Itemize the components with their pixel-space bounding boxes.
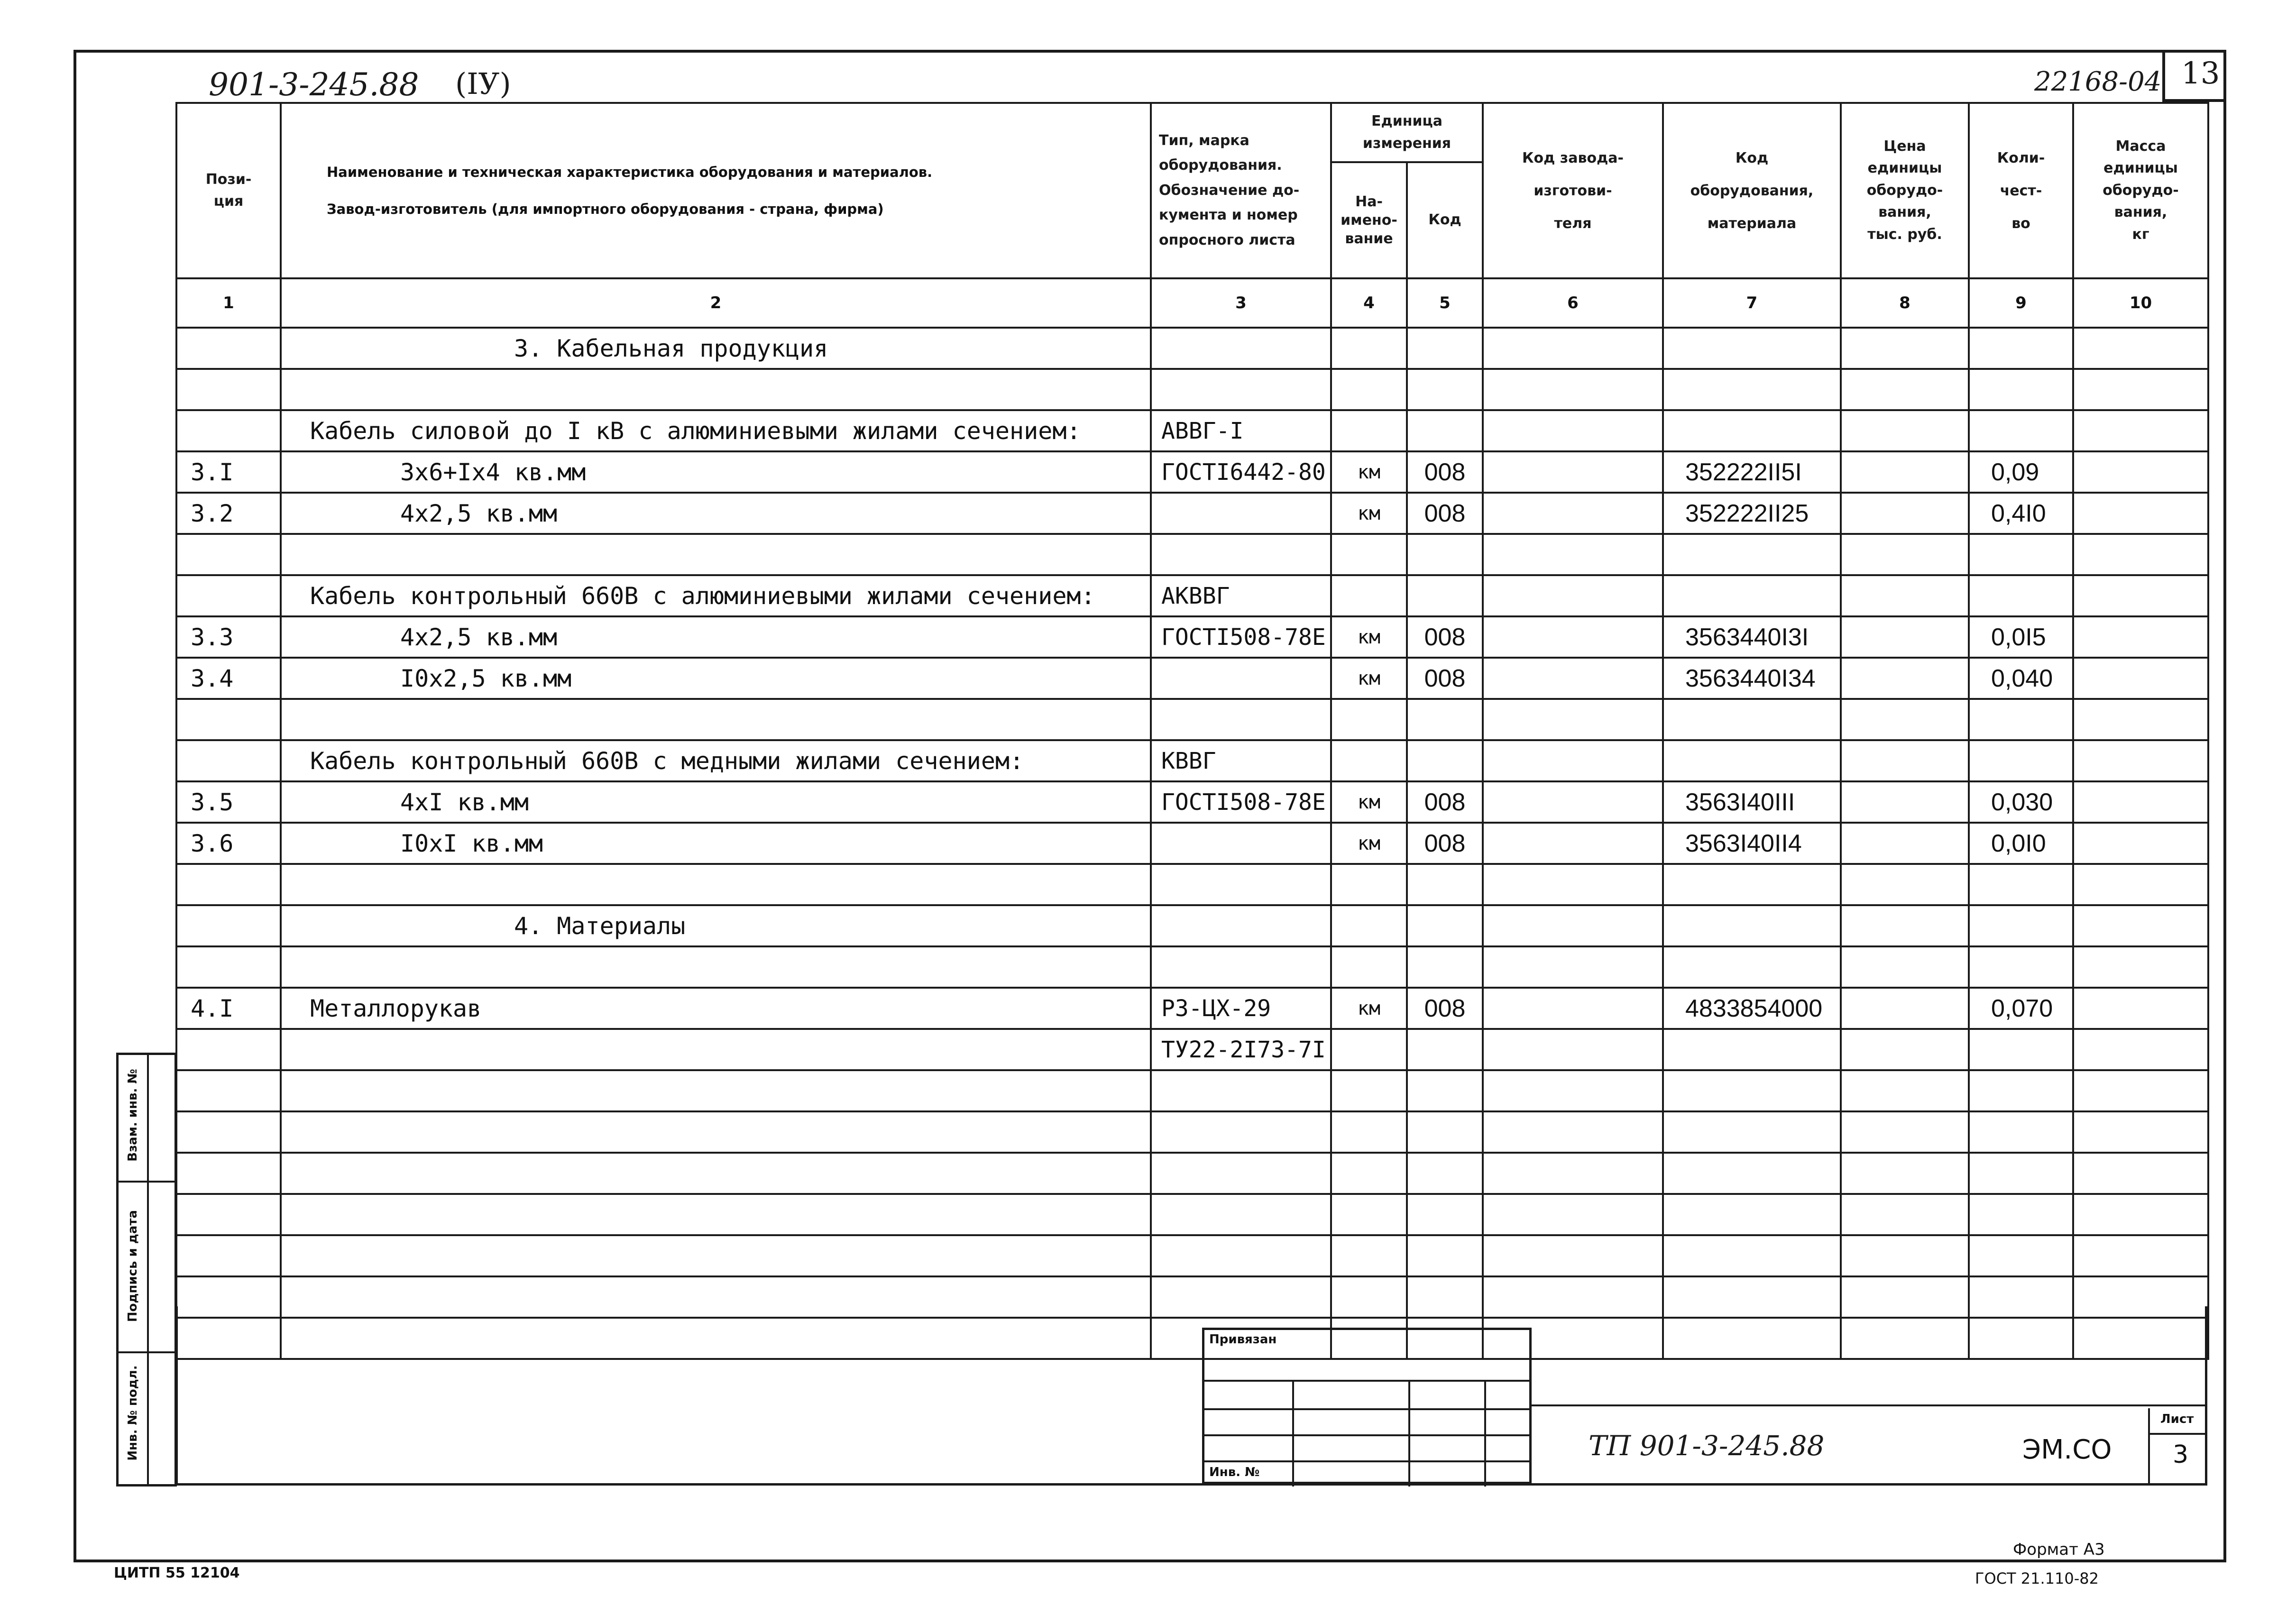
side-inventory-label: Инв. № подл. <box>126 1365 140 1461</box>
sheet-label: Лист <box>2160 1412 2194 1426</box>
price-cell <box>1841 988 1969 1029</box>
quantity-cell: 0,030 <box>1969 781 2073 823</box>
type-cell <box>1151 1194 1331 1235</box>
price-cell <box>1841 1194 1969 1235</box>
factory-code-cell <box>1483 1070 1663 1111</box>
price-cell <box>1841 1070 1969 1111</box>
factory-code-cell <box>1483 1153 1663 1194</box>
name-cell: 4хI кв.мм <box>281 781 1151 823</box>
factory-code-cell <box>1483 369 1663 410</box>
table-row <box>176 905 2208 946</box>
name-cell: I0х2,5 кв.мм <box>281 658 1151 699</box>
table-row <box>176 410 2208 451</box>
mass-cell <box>2073 740 2208 781</box>
mass-cell <box>2073 823 2208 864</box>
table-row <box>176 328 2208 369</box>
type-cell <box>1151 1070 1331 1111</box>
type-cell <box>1151 1235 1331 1276</box>
type-cell <box>1151 658 1331 699</box>
type-cell: ТУ22-2I73-7I <box>1151 1029 1331 1070</box>
unit-name-cell: км <box>1331 988 1407 1029</box>
mass-cell <box>2073 988 2208 1029</box>
name-cell: 3. Кабельная продукция <box>281 328 1151 369</box>
name-cell <box>281 1194 1151 1235</box>
factory-code-cell <box>1483 988 1663 1029</box>
name-cell: 4х2,5 кв.мм <box>281 616 1151 658</box>
unit-code-cell: 008 <box>1407 781 1483 823</box>
unit-code-cell <box>1407 699 1483 740</box>
mass-cell <box>2073 781 2208 823</box>
name-cell <box>281 1153 1151 1194</box>
mass-cell <box>2073 699 2208 740</box>
position-cell <box>176 740 281 781</box>
header-factory-code: Код завода- изготови- теля <box>1483 103 1663 278</box>
factory-code-cell <box>1483 823 1663 864</box>
unit-code-cell <box>1407 534 1483 575</box>
factory-code-cell <box>1483 451 1663 493</box>
quantity-cell: 0,040 <box>1969 658 2073 699</box>
position-cell <box>176 905 281 946</box>
price-cell <box>1841 823 1969 864</box>
position-cell <box>176 1029 281 1070</box>
table-row <box>176 699 2208 740</box>
unit-name-cell <box>1331 410 1407 451</box>
mass-cell <box>2073 575 2208 616</box>
type-cell: АКВВГ <box>1151 575 1331 616</box>
position-cell <box>176 1235 281 1276</box>
header-unit: Единица измерения <box>1331 103 1483 162</box>
document-number: 901-3-245.88 <box>209 66 419 103</box>
price-cell <box>1841 740 1969 781</box>
header-price: Цена единицы оборудо- вания, тыс. руб. <box>1841 103 1969 278</box>
factory-code-cell <box>1483 493 1663 534</box>
factory-code-cell <box>1483 864 1663 905</box>
header-name: Наименование и техническая характеристика оборудования и материалов. Завод-изготовитель (для импортного оборудования - страна, фирма) <box>281 103 1151 278</box>
unit-code-cell <box>1407 1235 1483 1276</box>
volume-label: (IУ) <box>455 66 511 101</box>
unit-code-cell: 008 <box>1407 493 1483 534</box>
price-cell <box>1841 410 1969 451</box>
unit-code-cell <box>1407 1070 1483 1111</box>
quantity-cell: 0,0I0 <box>1969 823 2073 864</box>
unit-code-cell <box>1407 369 1483 410</box>
price-cell <box>1841 1153 1969 1194</box>
unit-name-cell: км <box>1331 493 1407 534</box>
name-cell: 4х2,5 кв.мм <box>281 493 1151 534</box>
factory-code-cell <box>1483 946 1663 988</box>
table-row <box>176 575 2208 616</box>
position-cell: 3.4 <box>176 658 281 699</box>
quantity-cell <box>1969 1070 2073 1111</box>
name-cell: 4. Материалы <box>281 905 1151 946</box>
unit-code-cell <box>1407 1153 1483 1194</box>
table-row <box>176 369 2208 410</box>
mass-cell <box>2073 658 2208 699</box>
position-cell: 3.I <box>176 451 281 493</box>
equipment-code-cell <box>1663 946 1841 988</box>
table-body <box>176 328 2208 1359</box>
table-row <box>176 823 2208 864</box>
header-unit-code: Код <box>1407 162 1483 278</box>
price-cell <box>1841 451 1969 493</box>
factory-code-cell <box>1483 658 1663 699</box>
price-cell <box>1841 369 1969 410</box>
mass-cell <box>2073 946 2208 988</box>
price-cell <box>1841 658 1969 699</box>
position-cell: 3.2 <box>176 493 281 534</box>
column-number: 9 <box>1969 278 2073 328</box>
unit-name-cell <box>1331 946 1407 988</box>
table-row <box>176 781 2208 823</box>
quantity-cell: 0,4I0 <box>1969 493 2073 534</box>
binding-label: Привязан <box>1209 1332 1277 1347</box>
name-cell <box>281 534 1151 575</box>
name-cell: Металлорукав <box>281 988 1151 1029</box>
unit-name-cell <box>1331 905 1407 946</box>
factory-code-cell <box>1483 534 1663 575</box>
factory-code-cell <box>1483 699 1663 740</box>
quantity-cell <box>1969 699 2073 740</box>
table-row <box>176 1029 2208 1070</box>
archive-number: 22168-04 <box>2034 66 2162 97</box>
header-quantity: Коли- чест- во <box>1969 103 2073 278</box>
position-cell <box>176 575 281 616</box>
type-cell <box>1151 369 1331 410</box>
factory-code-cell <box>1483 740 1663 781</box>
unit-name-cell <box>1331 1111 1407 1153</box>
binding-stamp <box>1202 1328 1532 1484</box>
title-mark: ЭМ.СО <box>2022 1434 2112 1465</box>
name-cell: Кабель контрольный 660В с алюминиевыми жилами сечением: <box>281 575 1151 616</box>
unit-name-cell <box>1331 1235 1407 1276</box>
name-cell: 3х6+Iх4 кв.мм <box>281 451 1151 493</box>
table-row <box>176 864 2208 905</box>
column-number: 6 <box>1483 278 1663 328</box>
type-cell: ГОСТI508-78Е <box>1151 616 1331 658</box>
quantity-cell: 0,09 <box>1969 451 2073 493</box>
unit-code-cell: 008 <box>1407 658 1483 699</box>
type-cell: ГОСТI508-78Е <box>1151 781 1331 823</box>
quantity-cell <box>1969 740 2073 781</box>
table-row <box>176 1070 2208 1111</box>
equipment-code-cell: 3563440I3I <box>1663 616 1841 658</box>
quantity-cell <box>1969 575 2073 616</box>
equipment-code-cell <box>1663 1070 1841 1111</box>
page-number: 13 <box>2181 56 2220 91</box>
quantity-cell <box>1969 864 2073 905</box>
unit-code-cell <box>1407 1029 1483 1070</box>
price-cell <box>1841 699 1969 740</box>
column-number: 8 <box>1841 278 1969 328</box>
position-cell <box>176 328 281 369</box>
unit-code-cell <box>1407 946 1483 988</box>
equipment-code-cell <box>1663 1029 1841 1070</box>
type-cell: РЗ-ЦХ-29 <box>1151 988 1331 1029</box>
position-cell <box>176 946 281 988</box>
type-cell <box>1151 699 1331 740</box>
column-number: 3 <box>1151 278 1331 328</box>
price-cell <box>1841 905 1969 946</box>
equipment-code-cell <box>1663 575 1841 616</box>
type-cell: ГОСТI6442-80 <box>1151 451 1331 493</box>
position-cell <box>176 534 281 575</box>
footer-left: ЦИТП 55 12104 <box>114 1565 240 1581</box>
price-cell <box>1841 1111 1969 1153</box>
unit-code-cell <box>1407 740 1483 781</box>
unit-name-cell <box>1331 575 1407 616</box>
name-cell <box>281 864 1151 905</box>
mass-cell <box>2073 1070 2208 1111</box>
unit-code-cell <box>1407 864 1483 905</box>
quantity-cell <box>1969 328 2073 369</box>
quantity-cell <box>1969 369 2073 410</box>
footer-gost: ГОСТ 21.110-82 <box>1975 1569 2099 1587</box>
mass-cell <box>2073 905 2208 946</box>
equipment-code-cell <box>1663 410 1841 451</box>
equipment-code-cell <box>1663 328 1841 369</box>
title-block <box>175 1306 2207 1486</box>
price-cell <box>1841 781 1969 823</box>
quantity-cell <box>1969 1153 2073 1194</box>
position-cell <box>176 699 281 740</box>
unit-code-cell <box>1407 1194 1483 1235</box>
equipment-code-cell: 3563440I34 <box>1663 658 1841 699</box>
header-type: Тип, марка оборудования. Обозначение до- кумента и номер опросного листа <box>1151 103 1331 278</box>
quantity-cell <box>1969 410 2073 451</box>
factory-code-cell <box>1483 1194 1663 1235</box>
factory-code-cell <box>1483 905 1663 946</box>
header-position: Пози- ция <box>176 103 281 278</box>
name-cell <box>281 1029 1151 1070</box>
table-row <box>176 493 2208 534</box>
equipment-code-cell <box>1663 864 1841 905</box>
type-cell <box>1151 1111 1331 1153</box>
position-cell <box>176 410 281 451</box>
position-cell: 3.6 <box>176 823 281 864</box>
equipment-code-cell <box>1663 905 1841 946</box>
quantity-cell <box>1969 1194 2073 1235</box>
unit-name-cell <box>1331 1153 1407 1194</box>
factory-code-cell <box>1483 781 1663 823</box>
sheet-box <box>2148 1408 2207 1486</box>
name-cell <box>281 699 1151 740</box>
equipment-code-cell: 352222II5I <box>1663 451 1841 493</box>
unit-name-cell <box>1331 534 1407 575</box>
type-cell <box>1151 328 1331 369</box>
table-row <box>176 946 2208 988</box>
column-numbers-row <box>176 278 2208 328</box>
footer-format: Формат А3 <box>2013 1540 2105 1559</box>
price-cell <box>1841 534 1969 575</box>
unit-code-cell: 008 <box>1407 988 1483 1029</box>
price-cell <box>1841 1235 1969 1276</box>
mass-cell <box>2073 1111 2208 1153</box>
position-cell <box>176 1153 281 1194</box>
unit-name-cell: км <box>1331 451 1407 493</box>
price-cell <box>1841 493 1969 534</box>
equipment-code-cell: 4833854000 <box>1663 988 1841 1029</box>
unit-name-cell <box>1331 369 1407 410</box>
unit-name-cell <box>1331 328 1407 369</box>
price-cell <box>1841 328 1969 369</box>
quantity-cell: 0,0I5 <box>1969 616 2073 658</box>
column-number: 5 <box>1407 278 1483 328</box>
equipment-code-cell <box>1663 369 1841 410</box>
factory-code-cell <box>1483 1111 1663 1153</box>
type-cell <box>1151 864 1331 905</box>
column-number: 10 <box>2073 278 2208 328</box>
quantity-cell: 0,070 <box>1969 988 2073 1029</box>
quantity-cell <box>1969 1111 2073 1153</box>
equipment-code-cell <box>1663 699 1841 740</box>
type-cell <box>1151 1153 1331 1194</box>
column-number: 4 <box>1331 278 1407 328</box>
name-cell <box>281 946 1151 988</box>
name-cell <box>281 1111 1151 1153</box>
factory-code-cell <box>1483 328 1663 369</box>
specification-table <box>175 102 2209 1360</box>
position-cell <box>176 1111 281 1153</box>
position-cell: 3.5 <box>176 781 281 823</box>
table-row <box>176 740 2208 781</box>
unit-code-cell <box>1407 575 1483 616</box>
equipment-code-cell <box>1663 740 1841 781</box>
price-cell <box>1841 1029 1969 1070</box>
factory-code-cell <box>1483 616 1663 658</box>
column-number: 2 <box>281 278 1151 328</box>
unit-name-cell <box>1331 740 1407 781</box>
factory-code-cell <box>1483 410 1663 451</box>
equipment-code-cell <box>1663 1111 1841 1153</box>
position-cell <box>176 1194 281 1235</box>
unit-name-cell: км <box>1331 616 1407 658</box>
position-cell <box>176 369 281 410</box>
unit-name-cell: км <box>1331 781 1407 823</box>
unit-name-cell: км <box>1331 823 1407 864</box>
price-cell <box>1841 864 1969 905</box>
quantity-cell <box>1969 1235 2073 1276</box>
equipment-code-cell <box>1663 1153 1841 1194</box>
position-cell <box>176 1070 281 1111</box>
quantity-cell <box>1969 534 2073 575</box>
type-cell <box>1151 534 1331 575</box>
unit-code-cell: 008 <box>1407 616 1483 658</box>
quantity-cell <box>1969 1029 2073 1070</box>
name-cell: I0хI кв.мм <box>281 823 1151 864</box>
table-row <box>176 534 2208 575</box>
mass-cell <box>2073 369 2208 410</box>
mass-cell <box>2073 493 2208 534</box>
mass-cell <box>2073 864 2208 905</box>
mass-cell <box>2073 1194 2208 1235</box>
column-number: 1 <box>176 278 281 328</box>
sheet-number: 3 <box>2173 1440 2189 1469</box>
mass-cell <box>2073 1153 2208 1194</box>
quantity-cell <box>1969 946 2073 988</box>
header-equipment-code: Код оборудования, материала <box>1663 103 1841 278</box>
unit-name-cell <box>1331 1194 1407 1235</box>
type-cell <box>1151 905 1331 946</box>
name-cell: Кабель контрольный 660В с медными жилами сечением: <box>281 740 1151 781</box>
equipment-code-cell: 3563I40III <box>1663 781 1841 823</box>
name-cell <box>281 1070 1151 1111</box>
side-signature-label: Подпись и дата <box>126 1210 140 1322</box>
table-row <box>176 616 2208 658</box>
table-row <box>176 1194 2208 1235</box>
unit-name-cell <box>1331 864 1407 905</box>
equipment-code-cell: 3563I40II4 <box>1663 823 1841 864</box>
side-stamp <box>116 1053 177 1486</box>
title-doc-code: ТП 901-3-245.88 <box>1589 1430 1825 1462</box>
mass-cell <box>2073 534 2208 575</box>
unit-code-cell <box>1407 328 1483 369</box>
table-row <box>176 1153 2208 1194</box>
equipment-code-cell: 352222II25 <box>1663 493 1841 534</box>
mass-cell <box>2073 1235 2208 1276</box>
name-cell <box>281 1235 1151 1276</box>
price-cell <box>1841 575 1969 616</box>
factory-code-cell <box>1483 1029 1663 1070</box>
unit-code-cell: 008 <box>1407 823 1483 864</box>
unit-code-cell <box>1407 410 1483 451</box>
type-cell <box>1151 823 1331 864</box>
header-unit-name: На- имено- вание <box>1331 162 1407 278</box>
name-cell <box>281 369 1151 410</box>
unit-code-cell <box>1407 1111 1483 1153</box>
header-mass: Масса единицы оборудо- вания, кг <box>2073 103 2208 278</box>
type-cell: АВВГ-I <box>1151 410 1331 451</box>
factory-code-cell <box>1483 1235 1663 1276</box>
table-row <box>176 658 2208 699</box>
name-cell: Кабель силовой до I кВ с алюминиевыми жилами сечением: <box>281 410 1151 451</box>
mass-cell <box>2073 616 2208 658</box>
type-cell <box>1151 493 1331 534</box>
unit-code-cell <box>1407 905 1483 946</box>
table-row <box>176 451 2208 493</box>
unit-name-cell: км <box>1331 658 1407 699</box>
side-replacement-label: Взам. инв. № <box>126 1069 140 1162</box>
equipment-code-cell <box>1663 1194 1841 1235</box>
price-cell <box>1841 946 1969 988</box>
unit-name-cell <box>1331 1029 1407 1070</box>
title-divider <box>1532 1404 2207 1406</box>
mass-cell <box>2073 410 2208 451</box>
unit-name-cell <box>1331 1070 1407 1111</box>
price-cell <box>1841 616 1969 658</box>
equipment-code-cell <box>1663 1235 1841 1276</box>
type-cell <box>1151 946 1331 988</box>
quantity-cell <box>1969 905 2073 946</box>
table-row <box>176 988 2208 1029</box>
position-cell: 4.I <box>176 988 281 1029</box>
inventory-number-label: Инв. № <box>1209 1465 1260 1479</box>
mass-cell <box>2073 451 2208 493</box>
unit-code-cell: 008 <box>1407 451 1483 493</box>
column-number: 7 <box>1663 278 1841 328</box>
factory-code-cell <box>1483 575 1663 616</box>
mass-cell <box>2073 328 2208 369</box>
position-cell <box>176 864 281 905</box>
type-cell: КВВГ <box>1151 740 1331 781</box>
unit-name-cell <box>1331 699 1407 740</box>
table-row <box>176 1111 2208 1153</box>
mass-cell <box>2073 1029 2208 1070</box>
equipment-code-cell <box>1663 534 1841 575</box>
table-row <box>176 1235 2208 1276</box>
position-cell: 3.3 <box>176 616 281 658</box>
